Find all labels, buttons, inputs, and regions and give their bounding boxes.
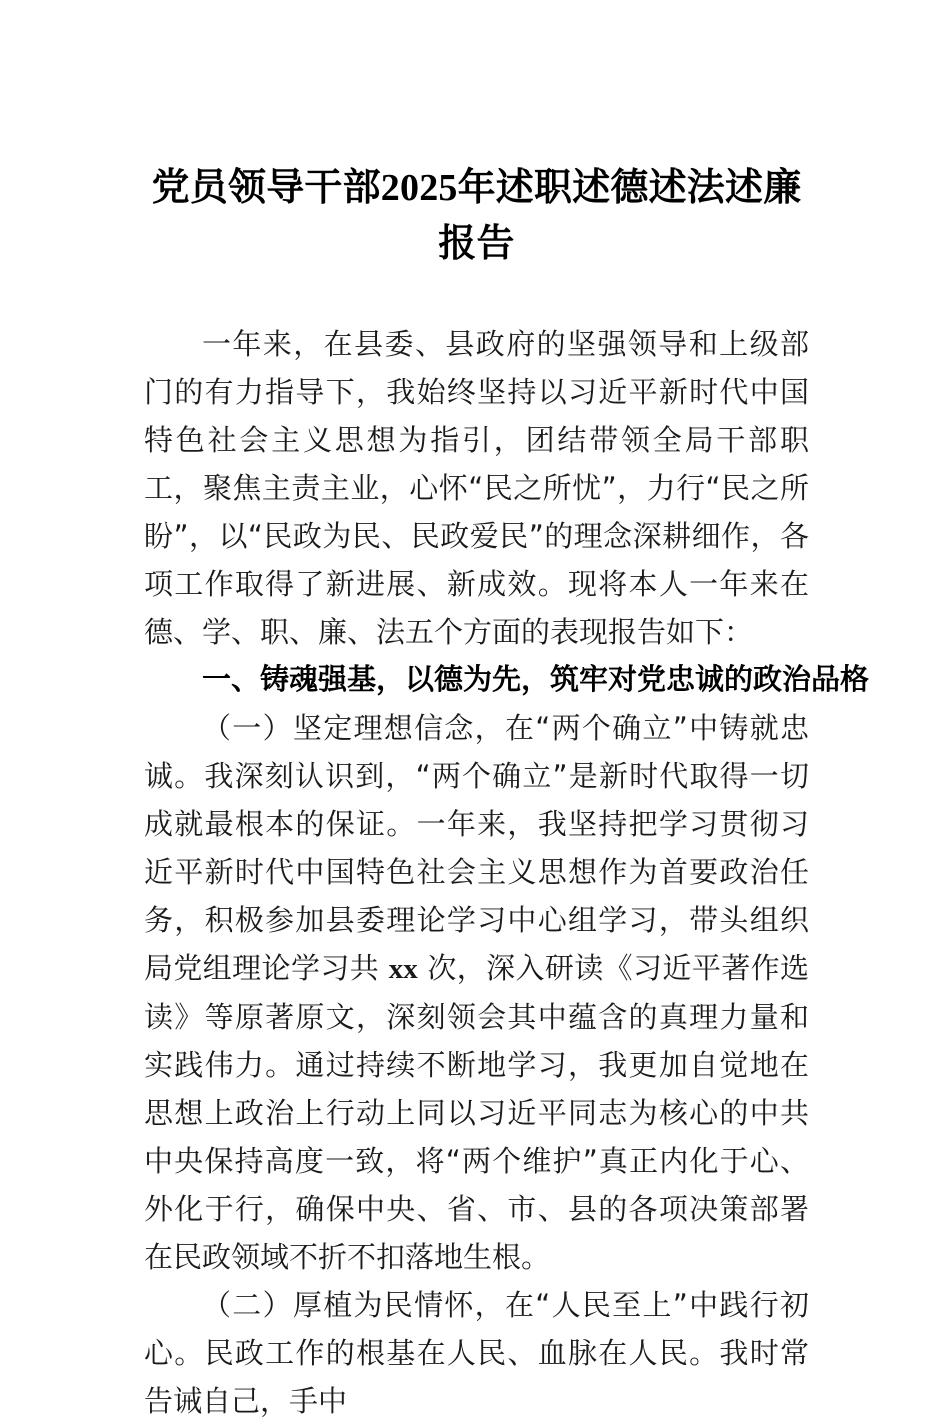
section-heading-1: 一、铸魂强基，以德为先，筑牢对党忠诚的政治品格 <box>202 664 870 696</box>
page-title-text: 党员领导干部2025年述职述德述法述廉报告 <box>151 167 802 265</box>
placeholder-count: xx <box>388 953 418 985</box>
paragraph-item-1-part-b: 次，深入研读《习近平著作选读》等原著原文，深刻领会其中蕴含的真理力量和实践伟力。通过持续不断地学习，我更加自觉地在思想上政治上行动上同以习近平同志为核心的中共中央保持高度一致，将“两个维护”真正内化于心、外化于行，确保中央、省、市、县的各项决策部署在民政领域不折不扣落地生根。 <box>144 951 809 1274</box>
paragraph-item-2: （二）厚植为民情怀，在“人民至上”中践行初心。民政工作的根基在人民、血脉在人民。我时常告诫自己，手中 <box>144 1288 809 1418</box>
paragraph-item-1 <box>144 704 809 1281</box>
document-content <box>144 0 870 1425</box>
paragraph-intro: 一年来，在县委、县政府的坚强领导和上级部门的有力指导下，我始终坚持以习近平新时代中国特色社会主义思想为指引，团结带领全局干部职工，聚焦主责主业，心怀“民之所忧”，力行“民之所盼”，以“民政为民、民政爱民”的理念深耕细作，各项工作取得了新进展、新成效。现将本人一年来在德、学、职、廉、法五个方面的表现报告如下： <box>144 327 809 649</box>
page-title <box>144 0 809 272</box>
paragraph-item-1-part-a: （一）坚定理想信念，在“两个确立”中铸就忠诚。我深刻认识到，“两个确立”是新时代取得一切成就最根本的保证。一年来，我坚持把学习贯彻习近平新时代中国特色社会主义思想作为首要政治任务，积极参加县委理论学习中心组学习，带头组织局党组理论学习共 <box>144 711 809 985</box>
